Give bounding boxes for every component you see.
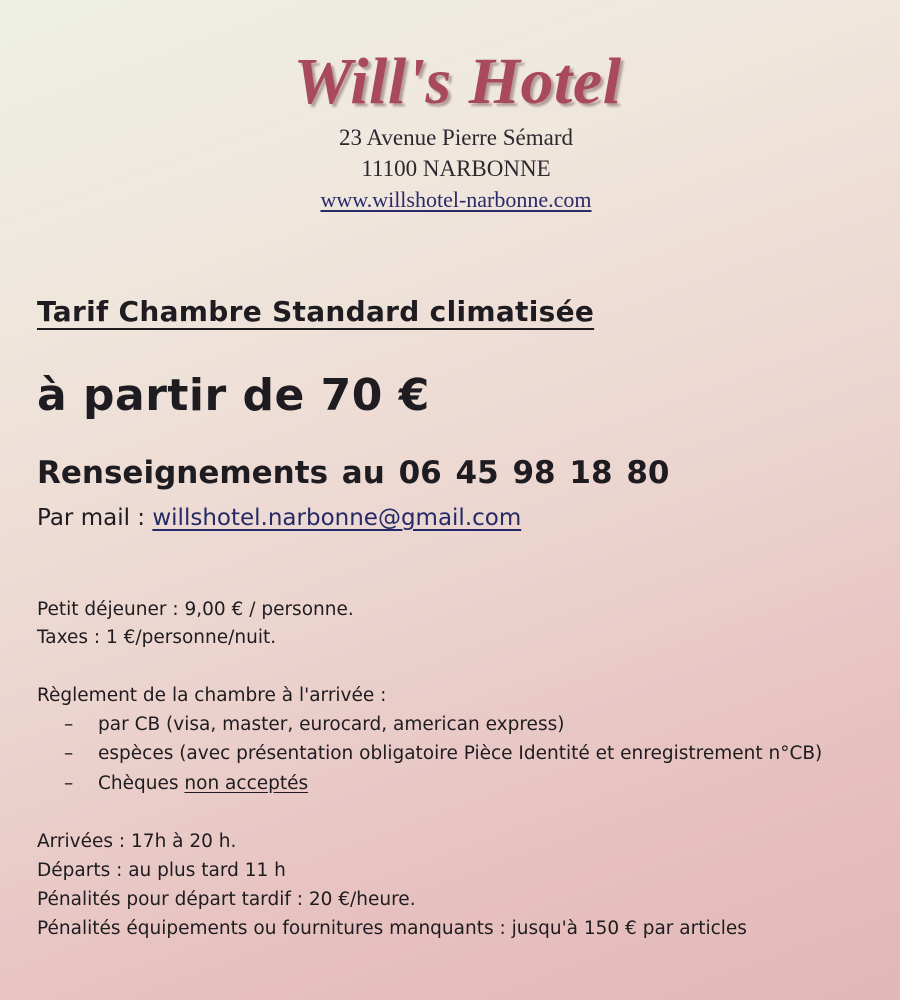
payment-item-label: espèces (avec présentation obligatoire Pièce Identité et enregistrement n°CB) — [98, 743, 823, 764]
website-link[interactable]: www.willshotel-narbonne.com — [320, 187, 592, 212]
payment-item-cash — [64, 743, 822, 764]
payment-item-label: par CB (visa, master, eurocard, american express) — [98, 714, 565, 735]
cheques-status: non acceptés — [184, 773, 309, 794]
departure-hours: Départs : au plus tard 11 h — [37, 860, 286, 881]
phone-info: Renseignements au 06 45 98 18 80 — [37, 455, 670, 491]
address-street: 23 Avenue Pierre Sémard — [339, 125, 573, 150]
late-departure-penalty: Pénalités pour départ tardif : 20 €/heure. — [37, 889, 416, 910]
rate-title: Tarif Chambre Standard climatisée — [37, 295, 595, 328]
payment-title: Règlement de la chambre à l'arrivée : — [37, 685, 387, 706]
payment-item-cheques — [64, 773, 308, 794]
dash-bullet: – — [64, 773, 74, 794]
mail-label: Par mail : — [37, 505, 153, 531]
hotel-name: Will's Hotel — [293, 45, 622, 118]
website — [0, 187, 900, 213]
email-link[interactable]: willshotel.narbonne@gmail.com — [152, 505, 522, 531]
cheques-label: Chèques — [98, 773, 185, 794]
price-text: à partir de 70 € — [37, 370, 430, 421]
arrival-hours: Arrivées : 17h à 20 h. — [37, 831, 237, 852]
address-city: 11100 NARBONNE — [361, 156, 551, 181]
missing-items-penalty: Pénalités équipements ou fournitures manquants : jusqu'à 150 € par articles — [37, 918, 747, 939]
mail-info — [37, 505, 521, 531]
dash-bullet: – — [64, 714, 74, 735]
dash-bullet: – — [64, 743, 74, 764]
payment-item-card — [64, 714, 564, 735]
tax-info: Taxes : 1 €/personne/nuit. — [37, 627, 277, 648]
breakfast-price: Petit déjeuner : 9,00 € / personne. — [37, 599, 354, 620]
